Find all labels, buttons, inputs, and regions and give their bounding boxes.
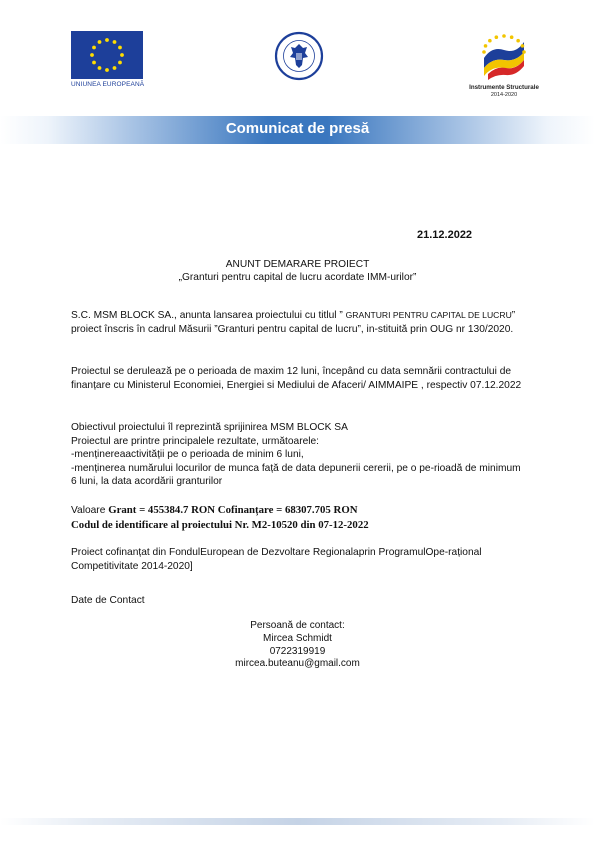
grant-values: Grant = 455384.7 RON Cofinanțare = 68307.705 RON <box>108 504 358 516</box>
is-star <box>482 50 486 54</box>
document-date: 21.12.2022 <box>417 229 473 241</box>
paragraph-cofinancing: Proiect cofinanțat din FondulEuropean de Dezvoltare Regionalaprin ProgramulOpe-rațional Competitivitate 2014-2020] <box>71 547 482 572</box>
paragraph-intro <box>71 309 526 336</box>
is-star <box>521 44 525 48</box>
is-star <box>484 44 488 48</box>
eu-star <box>118 46 122 50</box>
eu-star <box>113 40 117 44</box>
contact-block <box>0 620 595 671</box>
contact-label: Persoană de contact: <box>250 620 345 631</box>
project-value-block <box>71 503 541 532</box>
is-star <box>488 39 492 43</box>
eu-star <box>118 61 122 65</box>
government-seal-logo <box>274 31 324 81</box>
eu-star <box>105 38 109 42</box>
paragraph-duration: Proiectul se derulează pe o perioada de maxim 12 luni, începând cu data semnării contractului de finanțare cu Ministerul Economiei, Energiei si Mediului de Afaceri/ AIMMAIPE , respectiv 07.12.2022 <box>71 366 522 391</box>
is-caption: Instrumente Structurale <box>469 84 539 91</box>
is-star <box>522 50 526 54</box>
eu-star <box>92 46 96 50</box>
eu-star <box>98 66 102 70</box>
eu-star <box>90 53 94 57</box>
value-prefix: Valoare <box>71 505 109 516</box>
result-item: -menținerea numărului locurilor de munca față de data depunerii cererii, pe o pe-rioadă de minimum 6 luni, la data acordării granturilor <box>71 462 521 487</box>
is-star <box>502 34 506 38</box>
banner-title: Comunicat de presă <box>225 120 370 137</box>
eu-star <box>105 68 109 72</box>
project-code: Codul de identificare al proiectului Nr. M2-10520 din 07-12-2022 <box>71 519 369 531</box>
results-intro-line: Proiectul are printre principalele rezultate, următoarele: <box>71 435 320 447</box>
contact-name: Mircea Schmidt <box>263 632 332 644</box>
eu-star <box>98 40 102 44</box>
is-years: 2014-2020 <box>490 92 518 98</box>
announcement-heading: ANUNT DEMARARE PROIECT <box>225 259 370 270</box>
intro-project-title: GRANTURI PENTRU CAPITAL DE LUCRU <box>345 310 512 320</box>
project-title: „Granturi pentru capital de lucru acordate IMM-urilor” <box>178 272 417 283</box>
result-item: -menținereaactivității pe o perioada de minim 6 luni, <box>71 449 304 460</box>
eu-star <box>120 53 124 57</box>
contact-phone: 0722319919 <box>269 645 326 657</box>
intro-text-c: ” proiect înscris în cadrul Măsurii ”Granturi pentru capital de lucru”, in-stituită prin OUG nr 130/2020. <box>71 310 516 335</box>
is-star <box>495 35 499 39</box>
contact-email: mircea.buteanu@gmail.com <box>235 658 360 670</box>
is-star <box>516 39 520 43</box>
objective-line: Obiectivul proiectului îl reprezintă sprijinirea MSM BLOCK SA <box>71 422 348 433</box>
contact-heading: Date de Contact <box>71 595 145 606</box>
eu-star <box>92 61 96 65</box>
intro-text-a: S.C. MSM BLOCK SA., anunta lansarea proiectului cu titlul ” <box>71 310 346 321</box>
eu-stars-icon <box>71 31 143 79</box>
footer-bar <box>0 818 595 825</box>
eu-flag-logo <box>71 31 143 79</box>
paragraph-objectives <box>71 421 526 489</box>
instrumente-structurale-logo <box>478 28 530 80</box>
eu-caption: UNIUNEA EUROPEANĂ <box>71 81 145 88</box>
is-star <box>510 35 514 39</box>
eu-star <box>113 66 117 70</box>
